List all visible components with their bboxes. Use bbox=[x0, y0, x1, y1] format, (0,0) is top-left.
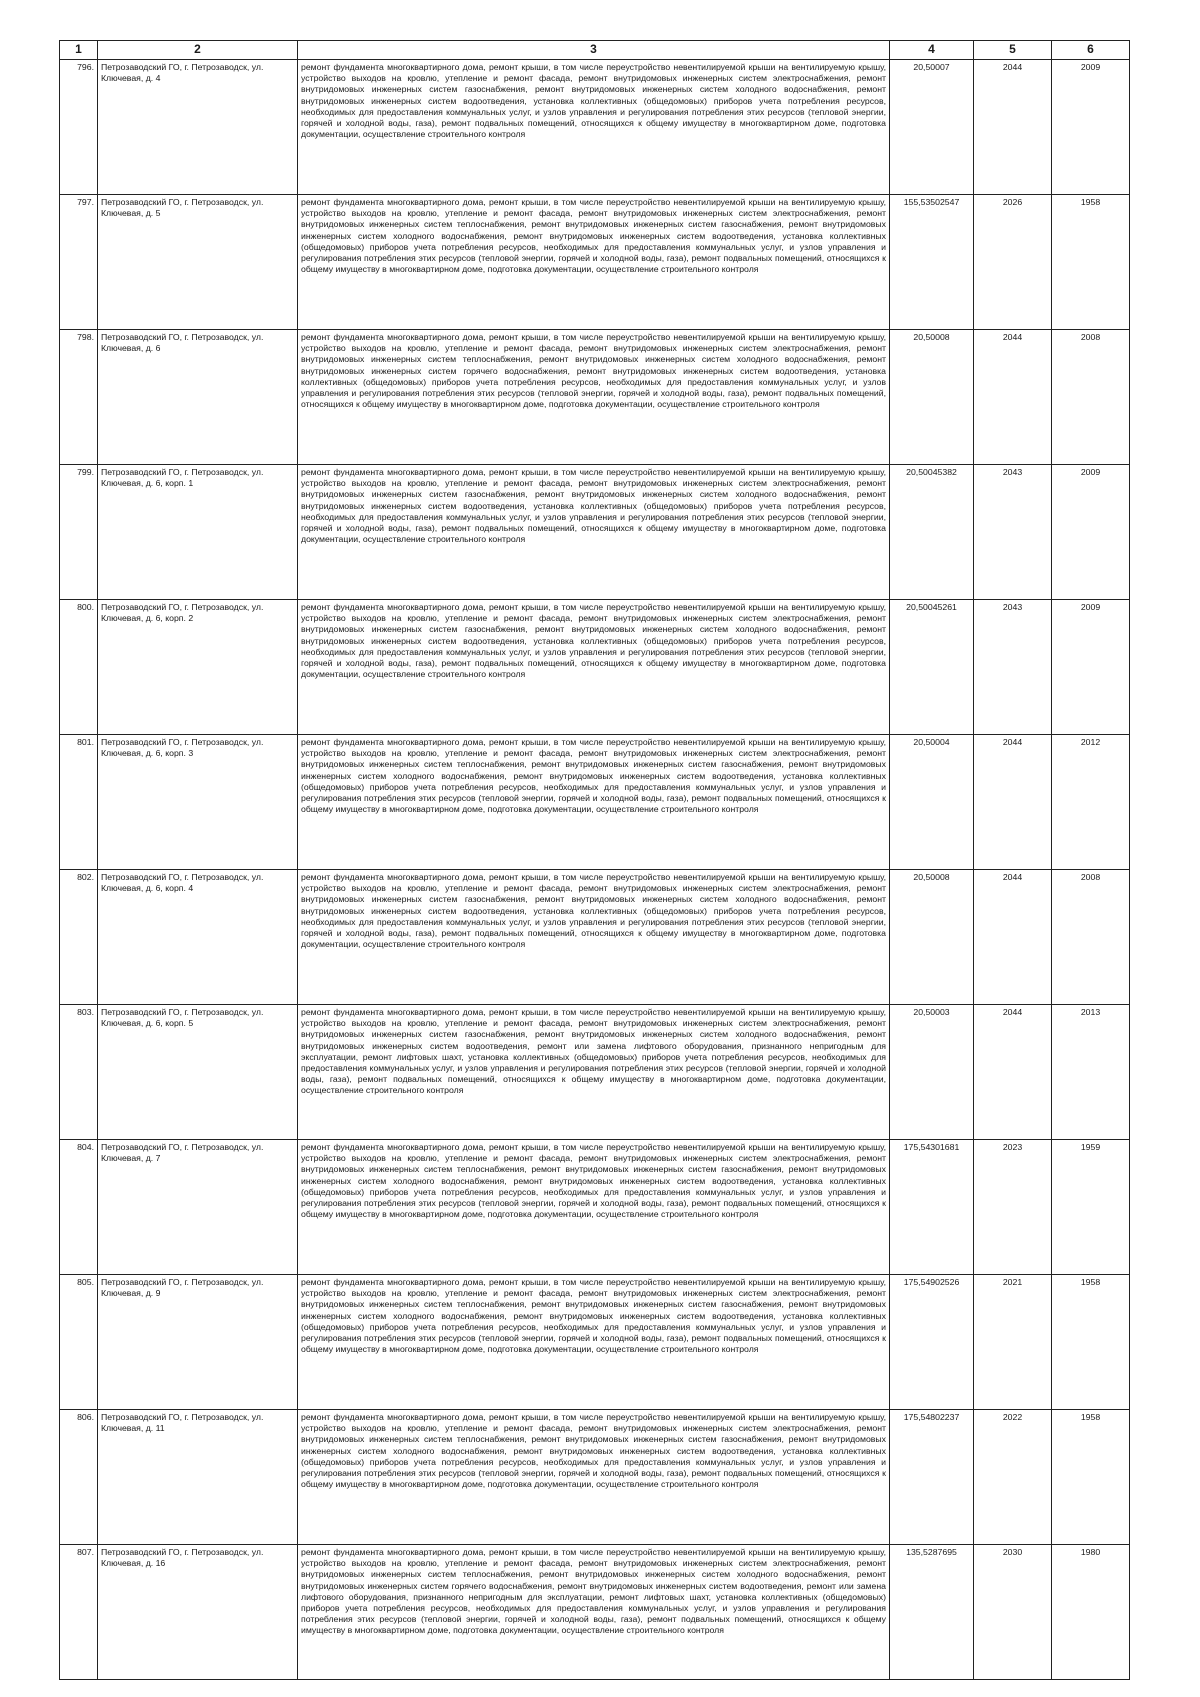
build-year-cell: 2013 bbox=[1052, 1005, 1130, 1140]
build-year-cell: 2009 bbox=[1052, 465, 1130, 600]
cost-cell: 175,54902526 bbox=[890, 1275, 974, 1410]
cost-cell: 20,50008 bbox=[890, 330, 974, 465]
planned-year-cell: 2026 bbox=[974, 195, 1052, 330]
row-number: 802. bbox=[60, 870, 98, 1005]
row-number: 797. bbox=[60, 195, 98, 330]
works-cell: ремонт фундамента многоквартирного дома, ремонт крыши, в том числе переустройство невентилируемой крыши на вентилируемую крышу, устройство выходов на кровлю, утепление и ремонт фасада, ремонт внутридомовых инженерных систем электроснабжения, ремонт внутридомовых инженерных систем теплоснабжения, ремонт внутридомовых инженерных систем холодного водоснабжения, ремонт внутридомовых инженерных систем горячего водоснабжения, ремонт внутридомовых инженерных систем водоотведения, ремонт или замена лифтового оборудования, признанного непригодным для эксплуатации, ремонт лифтовых шахт, установка коллективных (общедомовых) приборов учета потребления ресурсов, необходимых для предоставления коммунальных услуг, и узлов управления и регулирования потребления этих ресурсов (тепловой энергии, горячей и холодной воды, газа), ремонт подвальных помещений, относящихся к общему имуществу в многоквартирном доме, подготовка документации, осуществление строительного контроля bbox=[298, 1545, 890, 1680]
column-header-2: 2 bbox=[98, 41, 298, 60]
address-cell: Петрозаводский ГО, г. Петрозаводск, ул. Ключевая, д. 7 bbox=[98, 1140, 298, 1275]
planned-year-cell: 2044 bbox=[974, 1005, 1052, 1140]
table-row bbox=[60, 600, 1130, 735]
cost-cell: 20,50004 bbox=[890, 735, 974, 870]
works-cell: ремонт фундамента многоквартирного дома, ремонт крыши, в том числе переустройство невентилируемой крыши на вентилируемую крышу, устройство выходов на кровлю, утепление и ремонт фасада, ремонт внутридомовых инженерных систем электроснабжения, ремонт внутридомовых инженерных систем газоснабжения, ремонт внутридомовых инженерных систем холодного водоснабжения, ремонт внутридомовых инженерных систем водоотведения, установка коллективных (общедомовых) приборов учета потребления ресурсов, необходимых для предоставления коммунальных услуг, и узлов управления и регулирования потребления этих ресурсов (тепловой энергии, горячей и холодной воды, газа), ремонт подвальных помещений, относящихся к общему имуществу в многоквартирном доме, подготовка документации, осуществление строительного контроля bbox=[298, 465, 890, 600]
table-row bbox=[60, 1005, 1130, 1140]
table-row bbox=[60, 1140, 1130, 1275]
table-row bbox=[60, 330, 1130, 465]
table-body bbox=[60, 60, 1130, 1680]
capital-repair-table bbox=[59, 40, 1130, 1680]
table-row bbox=[60, 735, 1130, 870]
table-row bbox=[60, 195, 1130, 330]
address-cell: Петрозаводский ГО, г. Петрозаводск, ул. Ключевая, д. 5 bbox=[98, 195, 298, 330]
cost-cell: 155,53502547 bbox=[890, 195, 974, 330]
address-cell: Петрозаводский ГО, г. Петрозаводск, ул. Ключевая, д. 11 bbox=[98, 1410, 298, 1545]
table-row bbox=[60, 1410, 1130, 1545]
build-year-cell: 1958 bbox=[1052, 1410, 1130, 1545]
row-number: 806. bbox=[60, 1410, 98, 1545]
table-row bbox=[60, 870, 1130, 1005]
table-row bbox=[60, 60, 1130, 195]
cost-cell: 20,50008 bbox=[890, 870, 974, 1005]
address-cell: Петрозаводский ГО, г. Петрозаводск, ул. Ключевая, д. 4 bbox=[98, 60, 298, 195]
works-cell: ремонт фундамента многоквартирного дома, ремонт крыши, в том числе переустройство невентилируемой крыши на вентилируемую крышу, устройство выходов на кровлю, утепление и ремонт фасада, ремонт внутридомовых инженерных систем электроснабжения, ремонт внутридомовых инженерных систем теплоснабжения, ремонт внутридомовых инженерных систем холодного водоснабжения, ремонт внутридомовых инженерных систем горячего водоснабжения, ремонт внутридомовых инженерных систем водоотведения, установка коллективных (общедомовых) приборов учета потребления ресурсов, необходимых для предоставления коммунальных услуг, и узлов управления и регулирования потребления этих ресурсов (тепловой энергии, горячей и холодной воды, газа), ремонт подвальных помещений, относящихся к общему имуществу в многоквартирном доме, подготовка документации, осуществление строительного контроля bbox=[298, 330, 890, 465]
planned-year-cell: 2043 bbox=[974, 600, 1052, 735]
address-cell: Петрозаводский ГО, г. Петрозаводск, ул. Ключевая, д. 6 bbox=[98, 330, 298, 465]
row-number: 796. bbox=[60, 60, 98, 195]
build-year-cell: 1958 bbox=[1052, 1275, 1130, 1410]
works-cell: ремонт фундамента многоквартирного дома, ремонт крыши, в том числе переустройство невентилируемой крыши на вентилируемую крышу, устройство выходов на кровлю, утепление и ремонт фасада, ремонт внутридомовых инженерных систем электроснабжения, ремонт внутридомовых инженерных систем теплоснабжения, ремонт внутридомовых инженерных систем газоснабжения, ремонт внутридомовых инженерных систем холодного водоснабжения, ремонт внутридомовых инженерных систем водоотведения, установка коллективных (общедомовых) приборов учета потребления ресурсов, необходимых для предоставления коммунальных услуг, и узлов управления и регулирования потребления этих ресурсов (тепловой энергии, горячей и холодной воды, газа), ремонт подвальных помещений, относящихся к общему имуществу в многоквартирном доме, подготовка документации, осуществление строительного контроля bbox=[298, 1275, 890, 1410]
row-number: 807. bbox=[60, 1545, 98, 1680]
header-row bbox=[60, 41, 1130, 60]
cost-cell: 20,50007 bbox=[890, 60, 974, 195]
table-row bbox=[60, 465, 1130, 600]
address-cell: Петрозаводский ГО, г. Петрозаводск, ул. Ключевая, д. 6, корп. 1 bbox=[98, 465, 298, 600]
works-cell: ремонт фундамента многоквартирного дома, ремонт крыши, в том числе переустройство невентилируемой крыши на вентилируемую крышу, устройство выходов на кровлю, утепление и ремонт фасада, ремонт внутридомовых инженерных систем электроснабжения, ремонт внутридомовых инженерных систем теплоснабжения, ремонт внутридомовых инженерных систем газоснабжения, ремонт внутридомовых инженерных систем холодного водоснабжения, ремонт внутридомовых инженерных систем водоотведения, установка коллективных (общедомовых) приборов учета потребления ресурсов, необходимых для предоставления коммунальных услуг, и узлов управления и регулирования потребления этих ресурсов (тепловой энергии, горячей и холодной воды, газа), ремонт подвальных помещений, относящихся к общему имуществу в многоквартирном доме, подготовка документации, осуществление строительного контроля bbox=[298, 1140, 890, 1275]
planned-year-cell: 2044 bbox=[974, 60, 1052, 195]
cost-cell: 175,54802237 bbox=[890, 1410, 974, 1545]
build-year-cell: 2009 bbox=[1052, 60, 1130, 195]
build-year-cell: 1958 bbox=[1052, 195, 1130, 330]
address-cell: Петрозаводский ГО, г. Петрозаводск, ул. Ключевая, д. 6, корп. 4 bbox=[98, 870, 298, 1005]
build-year-cell: 2012 bbox=[1052, 735, 1130, 870]
planned-year-cell: 2022 bbox=[974, 1410, 1052, 1545]
works-cell: ремонт фундамента многоквартирного дома, ремонт крыши, в том числе переустройство невентилируемой крыши на вентилируемую крышу, устройство выходов на кровлю, утепление и ремонт фасада, ремонт внутридомовых инженерных систем электроснабжения, ремонт внутридомовых инженерных систем теплоснабжения, ремонт внутридомовых инженерных систем газоснабжения, ремонт внутридомовых инженерных систем холодного водоснабжения, ремонт внутридомовых инженерных систем водоотведения, установка коллективных (общедомовых) приборов учета потребления ресурсов, необходимых для предоставления коммунальных услуг, и узлов управления и регулирования потребления этих ресурсов (тепловой энергии, горячей и холодной воды, газа), ремонт подвальных помещений, относящихся к общему имуществу в многоквартирном доме, подготовка документации, осуществление строительного контроля bbox=[298, 1410, 890, 1545]
planned-year-cell: 2044 bbox=[974, 330, 1052, 465]
planned-year-cell: 2044 bbox=[974, 870, 1052, 1005]
planned-year-cell: 2023 bbox=[974, 1140, 1052, 1275]
row-number: 803. bbox=[60, 1005, 98, 1140]
address-cell: Петрозаводский ГО, г. Петрозаводск, ул. Ключевая, д. 9 bbox=[98, 1275, 298, 1410]
column-header-6: 6 bbox=[1052, 41, 1130, 60]
row-number: 800. bbox=[60, 600, 98, 735]
build-year-cell: 2008 bbox=[1052, 330, 1130, 465]
column-header-5: 5 bbox=[974, 41, 1052, 60]
planned-year-cell: 2044 bbox=[974, 735, 1052, 870]
cost-cell: 20,50003 bbox=[890, 1005, 974, 1140]
row-number: 799. bbox=[60, 465, 98, 600]
table-row bbox=[60, 1545, 1130, 1680]
planned-year-cell: 2021 bbox=[974, 1275, 1052, 1410]
cost-cell: 135,5287695 bbox=[890, 1545, 974, 1680]
cost-cell: 175,54301681 bbox=[890, 1140, 974, 1275]
column-header-1: 1 bbox=[60, 41, 98, 60]
table-row bbox=[60, 1275, 1130, 1410]
address-cell: Петрозаводский ГО, г. Петрозаводск, ул. Ключевая, д. 6, корп. 5 bbox=[98, 1005, 298, 1140]
works-cell: ремонт фундамента многоквартирного дома, ремонт крыши, в том числе переустройство невентилируемой крыши на вентилируемую крышу, устройство выходов на кровлю, утепление и ремонт фасада, ремонт внутридомовых инженерных систем электроснабжения, ремонт внутридомовых инженерных систем теплоснабжения, ремонт внутридомовых инженерных систем газоснабжения, ремонт внутридомовых инженерных систем холодного водоснабжения, ремонт внутридомовых инженерных систем водоотведения, установка коллективных (общедомовых) приборов учета потребления ресурсов, необходимых для предоставления коммунальных услуг, и узлов управления и регулирования потребления этих ресурсов (тепловой энергии, горячей и холодной воды, газа), ремонт подвальных помещений, относящихся к общему имуществу в многоквартирном доме, подготовка документации, осуществление строительного контроля bbox=[298, 735, 890, 870]
works-cell: ремонт фундамента многоквартирного дома, ремонт крыши, в том числе переустройство невентилируемой крыши на вентилируемую крышу, устройство выходов на кровлю, утепление и ремонт фасада, ремонт внутридомовых инженерных систем электроснабжения, ремонт внутридомовых инженерных систем газоснабжения, ремонт внутридомовых инженерных систем холодного водоснабжения, ремонт внутридомовых инженерных систем водоотведения, установка коллективных (общедомовых) приборов учета потребления ресурсов, необходимых для предоставления коммунальных услуг, и узлов управления и регулирования потребления этих ресурсов (тепловой энергии, горячей и холодной воды, газа), ремонт подвальных помещений, относящихся к общему имуществу в многоквартирном доме, подготовка документации, осуществление строительного контроля bbox=[298, 60, 890, 195]
row-number: 798. bbox=[60, 330, 98, 465]
address-cell: Петрозаводский ГО, г. Петрозаводск, ул. Ключевая, д. 6, корп. 2 bbox=[98, 600, 298, 735]
build-year-cell: 2009 bbox=[1052, 600, 1130, 735]
cost-cell: 20,50045382 bbox=[890, 465, 974, 600]
planned-year-cell: 2043 bbox=[974, 465, 1052, 600]
address-cell: Петрозаводский ГО, г. Петрозаводск, ул. Ключевая, д. 6, корп. 3 bbox=[98, 735, 298, 870]
row-number: 804. bbox=[60, 1140, 98, 1275]
works-cell: ремонт фундамента многоквартирного дома, ремонт крыши, в том числе переустройство невентилируемой крыши на вентилируемую крышу, устройство выходов на кровлю, утепление и ремонт фасада, ремонт внутридомовых инженерных систем электроснабжения, ремонт внутридомовых инженерных систем теплоснабжения, ремонт внутридомовых инженерных систем газоснабжения, ремонт внутридомовых инженерных систем холодного водоснабжения, ремонт внутридомовых инженерных систем водоотведения, установка коллективных (общедомовых) приборов учета потребления ресурсов, необходимых для предоставления коммунальных услуг, и узлов управления и регулирования потребления этих ресурсов (тепловой энергии, горячей и холодной воды, газа), ремонт подвальных помещений, относящихся к общему имуществу в многоквартирном доме, подготовка документации, осуществление строительного контроля bbox=[298, 195, 890, 330]
build-year-cell: 1959 bbox=[1052, 1140, 1130, 1275]
table-header bbox=[60, 41, 1130, 60]
column-header-4: 4 bbox=[890, 41, 974, 60]
document-page bbox=[59, 40, 1129, 1680]
works-cell: ремонт фундамента многоквартирного дома, ремонт крыши, в том числе переустройство невентилируемой крыши на вентилируемую крышу, устройство выходов на кровлю, утепление и ремонт фасада, ремонт внутридомовых инженерных систем электроснабжения, ремонт внутридомовых инженерных систем газоснабжения, ремонт внутридомовых инженерных систем холодного водоснабжения, ремонт внутридомовых инженерных систем водоотведения, установка коллективных (общедомовых) приборов учета потребления ресурсов, необходимых для предоставления коммунальных услуг, и узлов управления и регулирования потребления этих ресурсов (тепловой энергии, горячей и холодной воды, газа), ремонт подвальных помещений, относящихся к общему имуществу в многоквартирном доме, подготовка документации, осуществление строительного контроля bbox=[298, 870, 890, 1005]
build-year-cell: 1980 bbox=[1052, 1545, 1130, 1680]
row-number: 805. bbox=[60, 1275, 98, 1410]
cost-cell: 20,50045261 bbox=[890, 600, 974, 735]
works-cell: ремонт фундамента многоквартирного дома, ремонт крыши, в том числе переустройство невентилируемой крыши на вентилируемую крышу, устройство выходов на кровлю, утепление и ремонт фасада, ремонт внутридомовых инженерных систем электроснабжения, ремонт внутридомовых инженерных систем газоснабжения, ремонт внутридомовых инженерных систем холодного водоснабжения, ремонт внутридомовых инженерных систем водоотведения, установка коллективных (общедомовых) приборов учета потребления ресурсов, необходимых для предоставления коммунальных услуг, и узлов управления и регулирования потребления этих ресурсов (тепловой энергии, горячей и холодной воды, газа), ремонт подвальных помещений, относящихся к общему имуществу в многоквартирном доме, подготовка документации, осуществление строительного контроля bbox=[298, 600, 890, 735]
planned-year-cell: 2030 bbox=[974, 1545, 1052, 1680]
row-number: 801. bbox=[60, 735, 98, 870]
works-cell: ремонт фундамента многоквартирного дома, ремонт крыши, в том числе переустройство невентилируемой крыши на вентилируемую крышу, устройство выходов на кровлю, утепление и ремонт фасада, ремонт внутридомовых инженерных систем электроснабжения, ремонт внутридомовых инженерных систем газоснабжения, ремонт внутридомовых инженерных систем холодного водоснабжения, ремонт внутридомовых инженерных систем водоотведения, ремонт или замена лифтового оборудования, признанного непригодным для эксплуатации, ремонт лифтовых шахт, установка коллективных (общедомовых) приборов учета потребления ресурсов, необходимых для предоставления коммунальных услуг, и узлов управления и регулирования потребления этих ресурсов (тепловой энергии, горячей и холодной воды, газа), ремонт подвальных помещений, относящихся к общему имуществу в многоквартирном доме, подготовка документации, осуществление строительного контроля bbox=[298, 1005, 890, 1140]
build-year-cell: 2008 bbox=[1052, 870, 1130, 1005]
address-cell: Петрозаводский ГО, г. Петрозаводск, ул. Ключевая, д. 16 bbox=[98, 1545, 298, 1680]
column-header-3: 3 bbox=[298, 41, 890, 60]
